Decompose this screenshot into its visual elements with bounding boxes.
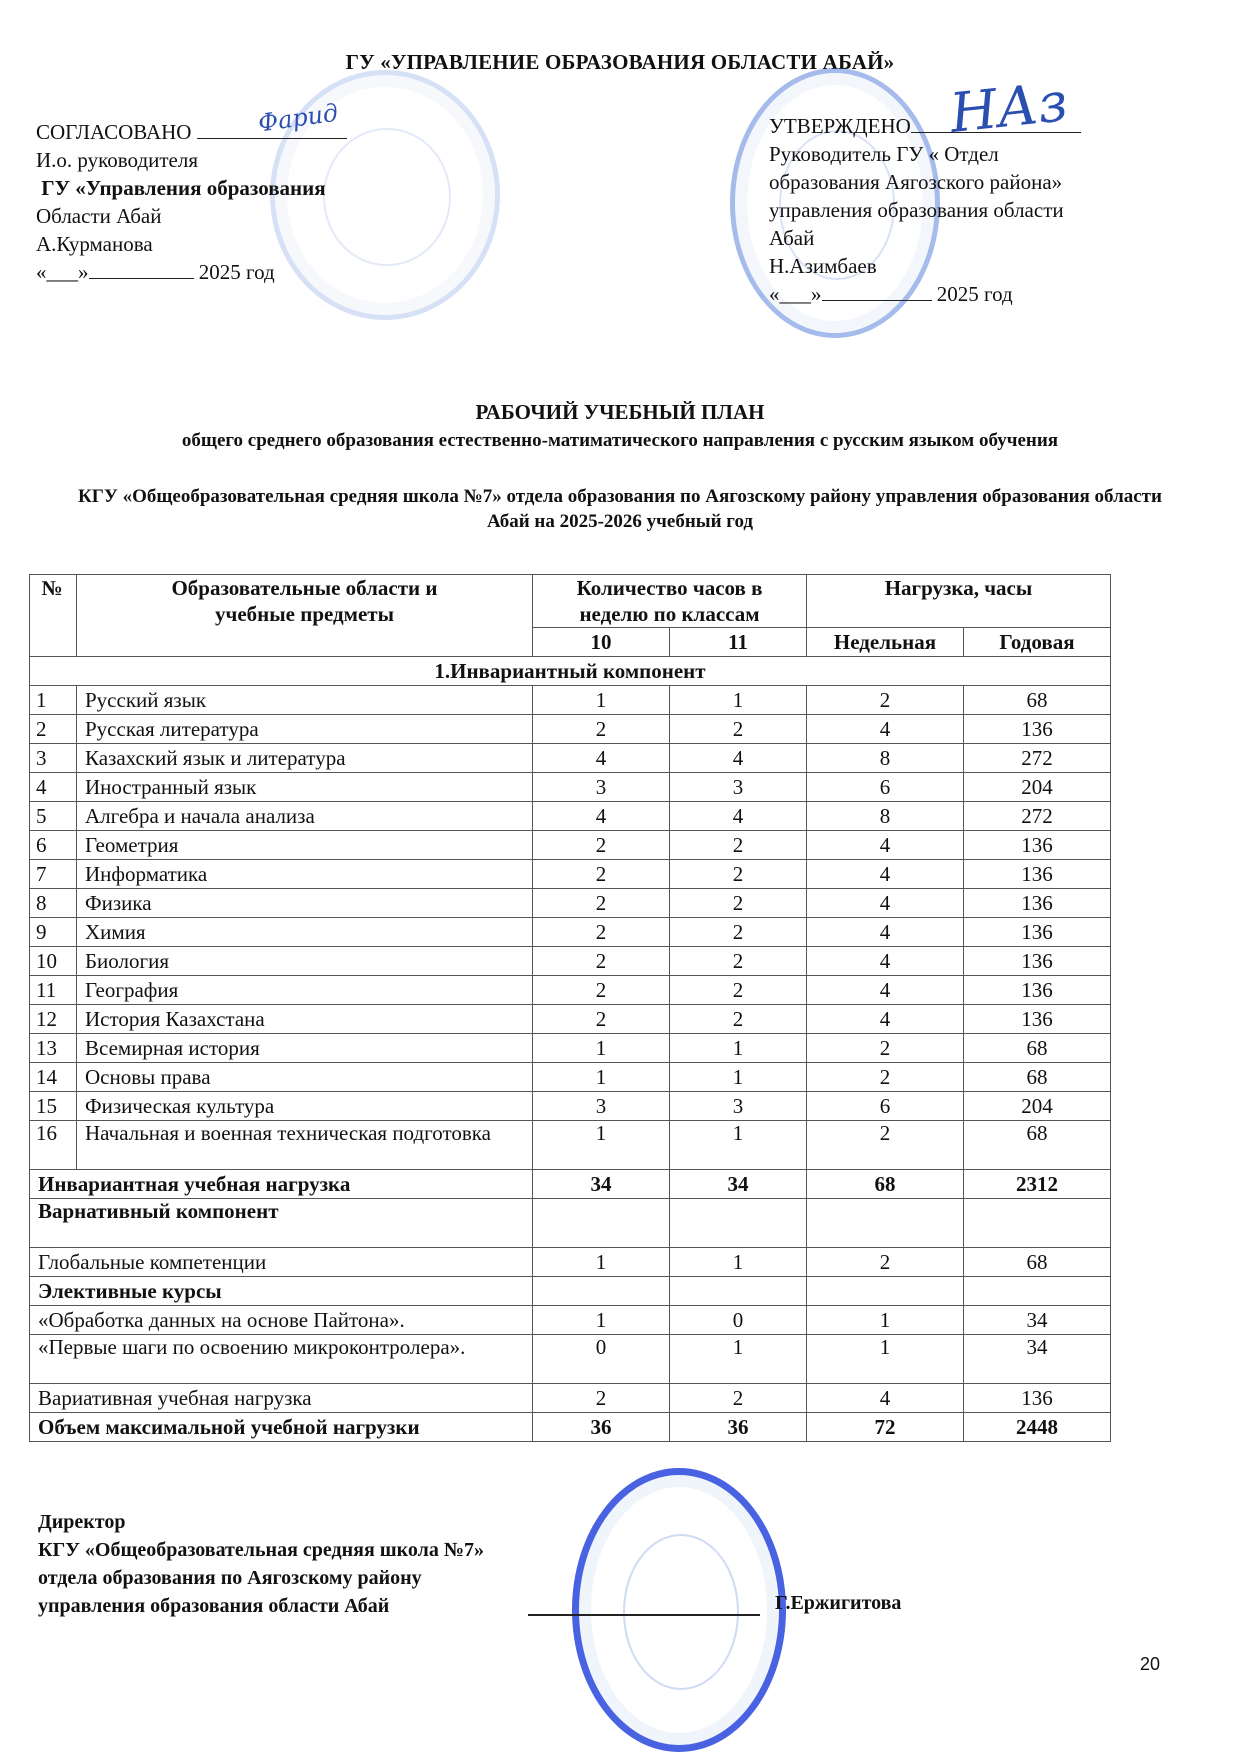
max-load-total-row [30, 1413, 1111, 1442]
cell-grade-10: 2 [533, 1384, 670, 1413]
cell-label: «Обработка данных на основе Пайтона». [30, 1306, 533, 1335]
header-grade-10: 10 [533, 628, 670, 657]
cell-empty [533, 1277, 670, 1306]
cell-subject: Биология [77, 947, 533, 976]
electives-header-row [30, 1277, 1111, 1306]
cell-yearly: 136 [964, 947, 1111, 976]
date-prefix: «___» [769, 282, 822, 306]
subject-row [30, 686, 1111, 715]
cell-grade-11: 2 [670, 889, 807, 918]
director-block [38, 1508, 484, 1620]
cell-empty [670, 1277, 807, 1306]
approval-line: И.о. руководителя [36, 148, 199, 172]
subject-row [30, 947, 1111, 976]
cell-grade-10: 1 [533, 1248, 670, 1277]
header-num: № [30, 575, 77, 657]
cell-subject: Иностранный язык [77, 773, 533, 802]
cell-grade-11: 2 [670, 1384, 807, 1413]
cell-num: 7 [30, 860, 77, 889]
cell-weekly: 6 [807, 1092, 964, 1121]
cell-yearly: 136 [964, 860, 1111, 889]
cell-label: Инвариантная учебная нагрузка [30, 1170, 533, 1199]
cell-grade-10: 1 [533, 1063, 670, 1092]
approval-block-agreed [36, 118, 347, 286]
subject-row [30, 889, 1111, 918]
cell-weekly: 4 [807, 976, 964, 1005]
cell-weekly: 4 [807, 889, 964, 918]
cell-yearly: 136 [964, 976, 1111, 1005]
cell-yearly: 136 [964, 889, 1111, 918]
cell-subject: Всемирная история [77, 1034, 533, 1063]
cell-grade-11: 2 [670, 1005, 807, 1034]
cell-num: 2 [30, 715, 77, 744]
cell-label: Варнативный компонент [30, 1199, 533, 1248]
cell-grade-11: 2 [670, 947, 807, 976]
cell-weekly: 4 [807, 715, 964, 744]
organization-title: ГУ «УПРАВЛЕНИЕ ОБРАЗОВАНИЯ ОБЛАСТИ АБАЙ» [345, 50, 895, 74]
date-year: 2025 год [936, 282, 1013, 306]
cell-subject: Геометрия [77, 831, 533, 860]
approval-line: ГУ «Управления образования [36, 176, 326, 200]
subject-row [30, 715, 1111, 744]
cell-label: Вариативная учебная нагрузка [30, 1384, 533, 1413]
elective-row [30, 1306, 1111, 1335]
cell-yearly: 68 [964, 1063, 1111, 1092]
cell-label: «Первые шаги по освоению микроконтролера». [30, 1335, 533, 1384]
subject-row [30, 831, 1111, 860]
subject-row [30, 860, 1111, 889]
cell-weekly: 4 [807, 947, 964, 976]
cell-grade-11: 2 [670, 831, 807, 860]
cell-yearly: 272 [964, 802, 1111, 831]
curriculum-table [29, 574, 1111, 1442]
approval-block-approved [769, 112, 1081, 308]
cell-weekly: 4 [807, 860, 964, 889]
approval-line: А.Курманова [36, 232, 153, 256]
page-number: 20 [1140, 1654, 1161, 1674]
cell-grade-11: 2 [670, 715, 807, 744]
invariant-total-row [30, 1170, 1111, 1199]
header-weekly: Недельная [807, 628, 964, 657]
cell-grade-10: 1 [533, 1121, 670, 1170]
cell-subject: Химия [77, 918, 533, 947]
cell-num: 12 [30, 1005, 77, 1034]
cell-grade-10: 0 [533, 1335, 670, 1384]
cell-yearly: 136 [964, 1384, 1111, 1413]
cell-empty [964, 1199, 1111, 1248]
cell-weekly: 8 [807, 802, 964, 831]
approval-line: Н.Азимбаев [769, 254, 877, 278]
subject-row [30, 1034, 1111, 1063]
cell-grade-10: 1 [533, 686, 670, 715]
elective-row [30, 1335, 1111, 1384]
cell-subject: Алгебра и начала анализа [77, 802, 533, 831]
subject-row [30, 1121, 1111, 1170]
approval-line: Руководитель ГУ « Отдел [769, 142, 999, 166]
cell-subject: Начальная и военная техническая подготовка [77, 1121, 533, 1170]
signature-right: НАз [947, 70, 1071, 145]
cell-grade-10: 2 [533, 947, 670, 976]
cell-grade-11: 36 [670, 1413, 807, 1442]
cell-yearly: 68 [964, 1034, 1111, 1063]
cell-yearly: 136 [964, 715, 1111, 744]
approval-line: Абай [769, 226, 815, 250]
cell-yearly: 2448 [964, 1413, 1111, 1442]
cell-num: 15 [30, 1092, 77, 1121]
director-line: Директор [38, 1511, 126, 1533]
cell-weekly: 4 [807, 831, 964, 860]
cell-grade-11: 2 [670, 976, 807, 1005]
cell-weekly: 2 [807, 686, 964, 715]
cell-weekly: 4 [807, 918, 964, 947]
cell-num: 6 [30, 831, 77, 860]
cell-empty [670, 1199, 807, 1248]
cell-subject: География [77, 976, 533, 1005]
subject-row [30, 802, 1111, 831]
global-competencies-row [30, 1248, 1111, 1277]
cell-yearly: 2312 [964, 1170, 1111, 1199]
cell-grade-11: 1 [670, 1034, 807, 1063]
cell-grade-10: 1 [533, 1306, 670, 1335]
director-line: КГУ «Общеобразовательная средняя школа №7» [38, 1539, 484, 1561]
cell-num: 5 [30, 802, 77, 831]
cell-label: Элективные курсы [30, 1277, 533, 1306]
cell-yearly: 272 [964, 744, 1111, 773]
subject-row [30, 976, 1111, 1005]
cell-grade-10: 2 [533, 715, 670, 744]
cell-grade-11: 1 [670, 686, 807, 715]
cell-subject: Физика [77, 889, 533, 918]
cell-yearly: 68 [964, 1121, 1111, 1170]
cell-weekly: 2 [807, 1063, 964, 1092]
header-load: Нагрузка, часы [807, 575, 1111, 628]
cell-grade-11: 2 [670, 860, 807, 889]
cell-weekly: 2 [807, 1034, 964, 1063]
date-year: 2025 год [198, 260, 275, 284]
subject-row [30, 1092, 1111, 1121]
cell-grade-11: 0 [670, 1306, 807, 1335]
cell-grade-10: 4 [533, 802, 670, 831]
variative-total-row [30, 1384, 1111, 1413]
header-hours-per-week: Количество часов в неделю по классам [533, 575, 807, 628]
cell-weekly: 2 [807, 1121, 964, 1170]
cell-subject: Русский язык [77, 686, 533, 715]
header-grade-11: 11 [670, 628, 807, 657]
director-line: отдела образования по Аягозскому району [38, 1567, 422, 1589]
cell-grade-10: 2 [533, 831, 670, 860]
cell-grade-10: 2 [533, 1005, 670, 1034]
cell-num: 14 [30, 1063, 77, 1092]
cell-grade-11: 3 [670, 1092, 807, 1121]
date-line [822, 300, 932, 301]
cell-grade-10: 2 [533, 918, 670, 947]
cell-grade-10: 2 [533, 976, 670, 1005]
approved-label: УТВЕРЖДЕНО [769, 114, 911, 138]
cell-grade-10: 4 [533, 744, 670, 773]
cell-yearly: 136 [964, 918, 1111, 947]
cell-num: 16 [30, 1121, 77, 1170]
cell-grade-11: 2 [670, 918, 807, 947]
cell-weekly: 2 [807, 1248, 964, 1277]
cell-yearly: 34 [964, 1306, 1111, 1335]
approval-line: Области Абай [36, 204, 162, 228]
cell-subject: Информатика [77, 860, 533, 889]
cell-num: 1 [30, 686, 77, 715]
plan-school: КГУ «Общеобразовательная средняя школа №7» отдела образования по Аягозскому району управления образования области Абай на 2025-2026 учебный год [78, 486, 1162, 532]
cell-empty [807, 1199, 964, 1248]
section-label: 1.Инвариантный компонент [30, 657, 1111, 686]
subject-row [30, 1063, 1111, 1092]
subject-row [30, 773, 1111, 802]
cell-subject: Основы права [77, 1063, 533, 1092]
cell-weekly: 6 [807, 773, 964, 802]
plan-title: РАБОЧИЙ УЧЕБНЫЙ ПЛАН [475, 400, 765, 424]
director-signature-line [528, 1614, 760, 1616]
cell-yearly: 68 [964, 1248, 1111, 1277]
subject-row [30, 744, 1111, 773]
section-row-invariant [30, 657, 1111, 686]
cell-empty [964, 1277, 1111, 1306]
header-yearly: Годовая [964, 628, 1111, 657]
cell-num: 8 [30, 889, 77, 918]
signature-left: Фарид [256, 98, 340, 138]
cell-grade-11: 34 [670, 1170, 807, 1199]
cell-weekly: 1 [807, 1335, 964, 1384]
cell-grade-11: 1 [670, 1063, 807, 1092]
date-line [89, 278, 194, 279]
cell-grade-10: 36 [533, 1413, 670, 1442]
cell-weekly: 8 [807, 744, 964, 773]
cell-num: 11 [30, 976, 77, 1005]
cell-weekly: 68 [807, 1170, 964, 1199]
cell-subject: Русская литература [77, 715, 533, 744]
cell-weekly: 4 [807, 1005, 964, 1034]
cell-num: 9 [30, 918, 77, 947]
cell-label: Объем максимальной учебной нагрузки [30, 1413, 533, 1442]
cell-weekly: 4 [807, 1384, 964, 1413]
signature-line [197, 138, 347, 139]
cell-grade-11: 4 [670, 744, 807, 773]
approval-line: образования Аягозского района» [769, 170, 1063, 194]
cell-grade-10: 1 [533, 1034, 670, 1063]
cell-yearly: 68 [964, 686, 1111, 715]
cell-subject: Физическая культура [77, 1092, 533, 1121]
cell-yearly: 34 [964, 1335, 1111, 1384]
cell-num: 13 [30, 1034, 77, 1063]
cell-empty [533, 1199, 670, 1248]
date-prefix: «___» [36, 260, 89, 284]
school-stamp [572, 1468, 786, 1752]
cell-yearly: 204 [964, 1092, 1111, 1121]
cell-grade-10: 3 [533, 773, 670, 802]
agreed-label: СОГЛАСОВАНО [36, 120, 192, 144]
cell-subject: Казахский язык и литература [77, 744, 533, 773]
cell-grade-11: 3 [670, 773, 807, 802]
director-line: управления образования области Абай [38, 1595, 390, 1617]
cell-yearly: 136 [964, 1005, 1111, 1034]
variative-section-row [30, 1199, 1111, 1248]
plan-subtitle: общего среднего образования естественно-матиматического направления с русским языком обучения [181, 430, 1059, 451]
cell-empty [807, 1277, 964, 1306]
cell-subject: История Казахстана [77, 1005, 533, 1034]
cell-label: Глобальные компетенции [30, 1248, 533, 1277]
cell-grade-10: 3 [533, 1092, 670, 1121]
subject-row [30, 918, 1111, 947]
cell-num: 3 [30, 744, 77, 773]
cell-num: 4 [30, 773, 77, 802]
cell-grade-11: 1 [670, 1335, 807, 1384]
cell-grade-11: 1 [670, 1248, 807, 1277]
cell-grade-10: 2 [533, 860, 670, 889]
header-subject: Образовательные области и учебные предметы [77, 575, 533, 657]
cell-weekly: 1 [807, 1306, 964, 1335]
cell-weekly: 72 [807, 1413, 964, 1442]
cell-grade-11: 1 [670, 1121, 807, 1170]
cell-num: 10 [30, 947, 77, 976]
director-name: Г.Ержигитова [775, 1592, 902, 1614]
cell-grade-10: 34 [533, 1170, 670, 1199]
cell-grade-11: 4 [670, 802, 807, 831]
cell-grade-10: 2 [533, 889, 670, 918]
approval-line: управления образования области [769, 198, 1064, 222]
cell-yearly: 136 [964, 831, 1111, 860]
subject-row [30, 1005, 1111, 1034]
cell-yearly: 204 [964, 773, 1111, 802]
